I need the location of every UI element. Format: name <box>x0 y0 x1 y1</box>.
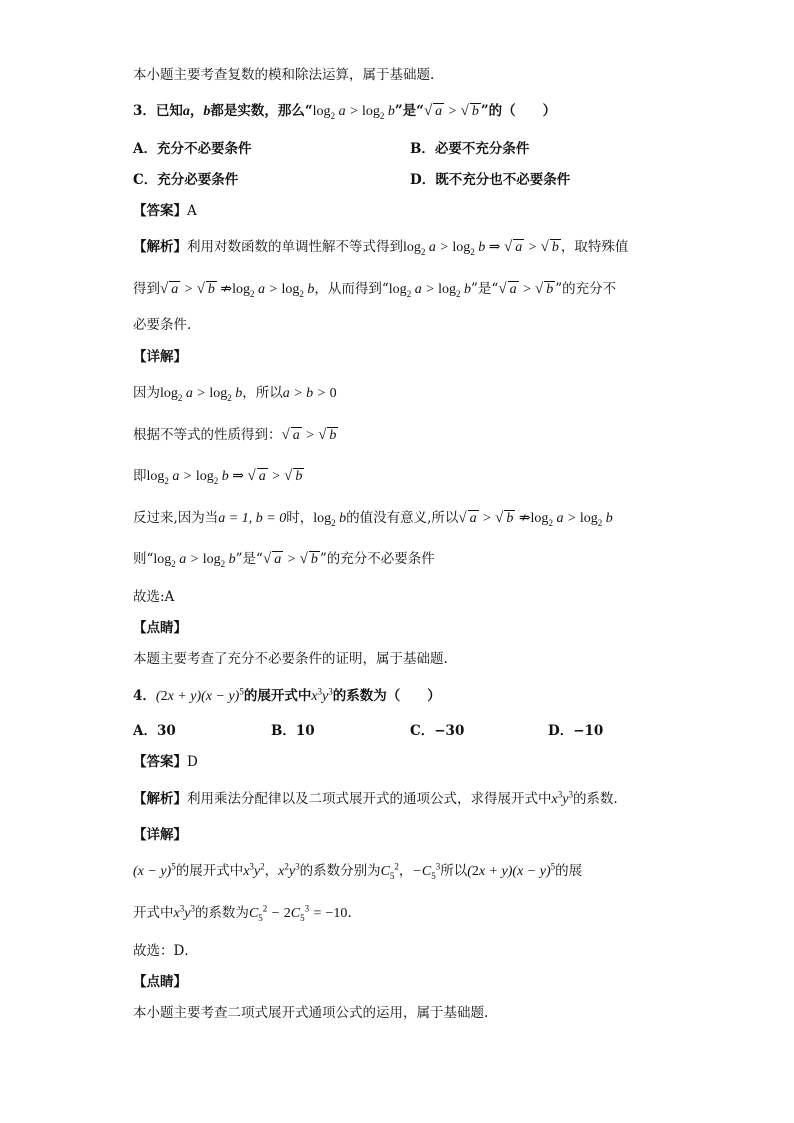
q-number: 4． <box>133 688 156 704</box>
text: ”是“ <box>394 103 424 119</box>
text: ，所以 <box>242 385 283 401</box>
text: ”是“ <box>471 281 499 297</box>
text: 所以 <box>440 863 468 879</box>
var-b: b <box>203 104 211 119</box>
comment-3: 本题主要考查了充分不必要条件的证明，属于基础题. <box>133 651 448 667</box>
formula-sqrt-ineq: √ a > √ b <box>423 103 479 119</box>
text: 的系数分别为 <box>299 863 381 879</box>
text: 利用对数函数的单调性解不等式得到 <box>187 239 403 255</box>
text: ”是“ <box>235 551 263 567</box>
text: ”的充分不必要条件 <box>319 551 435 567</box>
detail-4-line1 <box>133 861 582 882</box>
formula: $x^2y^3$ <box>278 861 300 879</box>
text: ， <box>264 863 279 879</box>
question-3 <box>133 101 556 122</box>
text: 的展 <box>555 863 583 879</box>
text: 时， <box>286 510 314 526</box>
analysis-3-line2 <box>133 279 616 300</box>
option-d: D．−10 <box>548 723 604 739</box>
text-line <box>133 65 434 85</box>
comment-tag: 【点睛】 <box>133 974 187 990</box>
analysis-tag: 【解析】 <box>133 791 187 807</box>
text: 根据不等式的性质得到： <box>133 427 282 443</box>
formula: $\log_2 a > \log_2 b$ <box>153 552 236 569</box>
text: 的系数为（ ） <box>332 688 441 704</box>
text: 反过来,因为当 <box>133 510 219 526</box>
analysis-tag: 【解析】 <box>133 239 187 255</box>
formula: $\log_2 b$ <box>313 511 347 528</box>
formula: $\log_2 a > \log_2 b$ ⇒ √ a > √ b <box>146 468 303 486</box>
formula: $x^3y^3$ <box>173 903 195 921</box>
text: . <box>347 905 352 921</box>
answer-value: A <box>187 203 197 219</box>
option-a: A．充分不必要条件 <box>133 141 252 157</box>
detail-3-line1 <box>133 383 337 404</box>
formula-term: $x^3y^3$ <box>311 686 333 704</box>
answer-tag: 【答案】 <box>133 754 187 770</box>
text: 的展开式中 <box>175 863 244 879</box>
text: 的展开式中 <box>243 688 312 704</box>
formula: $\log_2 a > \log_2 b$ ⇒ √ a > √ b <box>403 239 559 257</box>
formula: $x^3y^3$ <box>551 789 573 807</box>
answer-tag: 【答案】 <box>133 203 187 219</box>
text: ， <box>189 103 204 119</box>
choose-3: 故选:A <box>133 589 175 605</box>
analysis-3-line3 <box>133 315 191 335</box>
formula: $C_5^2$ <box>380 861 399 881</box>
formula: √ a > √ b $⇏\log_2$ $a > \log_2 b$ <box>458 510 613 528</box>
formula: $\log_2 a > \log_2 b$ <box>388 282 472 299</box>
formula: a > b > 0 <box>282 386 337 401</box>
formula: √ a > √ b $⇏\log_2$ $a > \log_2 b$ <box>160 281 315 299</box>
formula: √ a > √ b <box>498 281 554 297</box>
question-4 <box>133 686 441 707</box>
option-b: B．必要不充分条件 <box>410 141 530 157</box>
text: 则“ <box>133 551 154 567</box>
text: ”的（ ） <box>480 103 557 119</box>
text: 因为 <box>133 385 160 401</box>
text: 的值没有意义,所以 <box>346 510 459 526</box>
formula-log-ineq: $\log_2 a > \log_2 b$ <box>312 104 395 121</box>
formula: √ a > √ b <box>262 551 318 567</box>
text: ， <box>398 863 413 879</box>
text: ，取特殊值 <box>560 239 629 255</box>
formula: $C_5^2 - 2C_5^3 = -10$ <box>248 903 348 923</box>
text: 的系数. <box>572 791 618 807</box>
text: ”的充分不 <box>555 281 617 297</box>
formula: a = 1, b = 0 <box>218 511 287 526</box>
comment-4: 本小题主要考查二项式展开式通项公式的运用，属于基础题. <box>133 1005 489 1021</box>
text: 利用乘法分配律以及二项式展开式的通项公式，求得展开式中 <box>187 791 552 807</box>
formula: $\log_2 a > \log_2 b$ <box>160 386 243 403</box>
text: ，从而得到“ <box>314 281 389 297</box>
answer-value: D <box>187 754 198 770</box>
formula: $(2x + y)(x - y)^5$ <box>467 861 556 879</box>
formula: $(x - y)^5$ <box>133 861 176 879</box>
option-a: A．30 <box>133 723 176 739</box>
text: 的系数为 <box>194 905 249 921</box>
text: 开式中 <box>133 905 174 921</box>
option-c: C．−30 <box>410 723 465 739</box>
detail-4-line2 <box>133 903 352 924</box>
text: 即 <box>133 468 147 484</box>
choose-4: 故选：D． <box>133 943 198 959</box>
detail-tag: 【详解】 <box>133 827 187 843</box>
formula: $-C_5^3$ <box>412 861 441 881</box>
formula: $x^3y^2$ <box>243 861 265 879</box>
formula-expansion: $(2x + y)(x - y)^5$ <box>155 686 244 704</box>
option-c: C．充分必要条件 <box>133 172 239 188</box>
text: 都是实数，那么“ <box>210 103 313 119</box>
text: 必要条件. <box>133 317 192 333</box>
comment-tag: 【点睛】 <box>133 620 187 636</box>
answer-3 <box>133 201 197 221</box>
detail-tag: 【详解】 <box>133 349 187 365</box>
detail-3-line5 <box>133 549 435 570</box>
analysis-3-line1 <box>133 237 628 258</box>
answer-4 <box>133 752 198 772</box>
option-b: B．10 <box>271 723 315 739</box>
formula: √ a > √ b <box>281 427 337 443</box>
detail-3-line3 <box>133 466 304 487</box>
text: 本小题主要考查复数的模和除法运算，属于基础题. <box>133 67 435 83</box>
detail-3-line4 <box>133 508 613 529</box>
var-a: a <box>182 104 190 119</box>
detail-3-line2 <box>133 425 338 446</box>
text: 得到 <box>133 281 160 297</box>
option-d: D．既不充分也不必要条件 <box>410 172 571 188</box>
q-number: 3．已知 <box>133 103 183 119</box>
analysis-4 <box>133 789 618 810</box>
